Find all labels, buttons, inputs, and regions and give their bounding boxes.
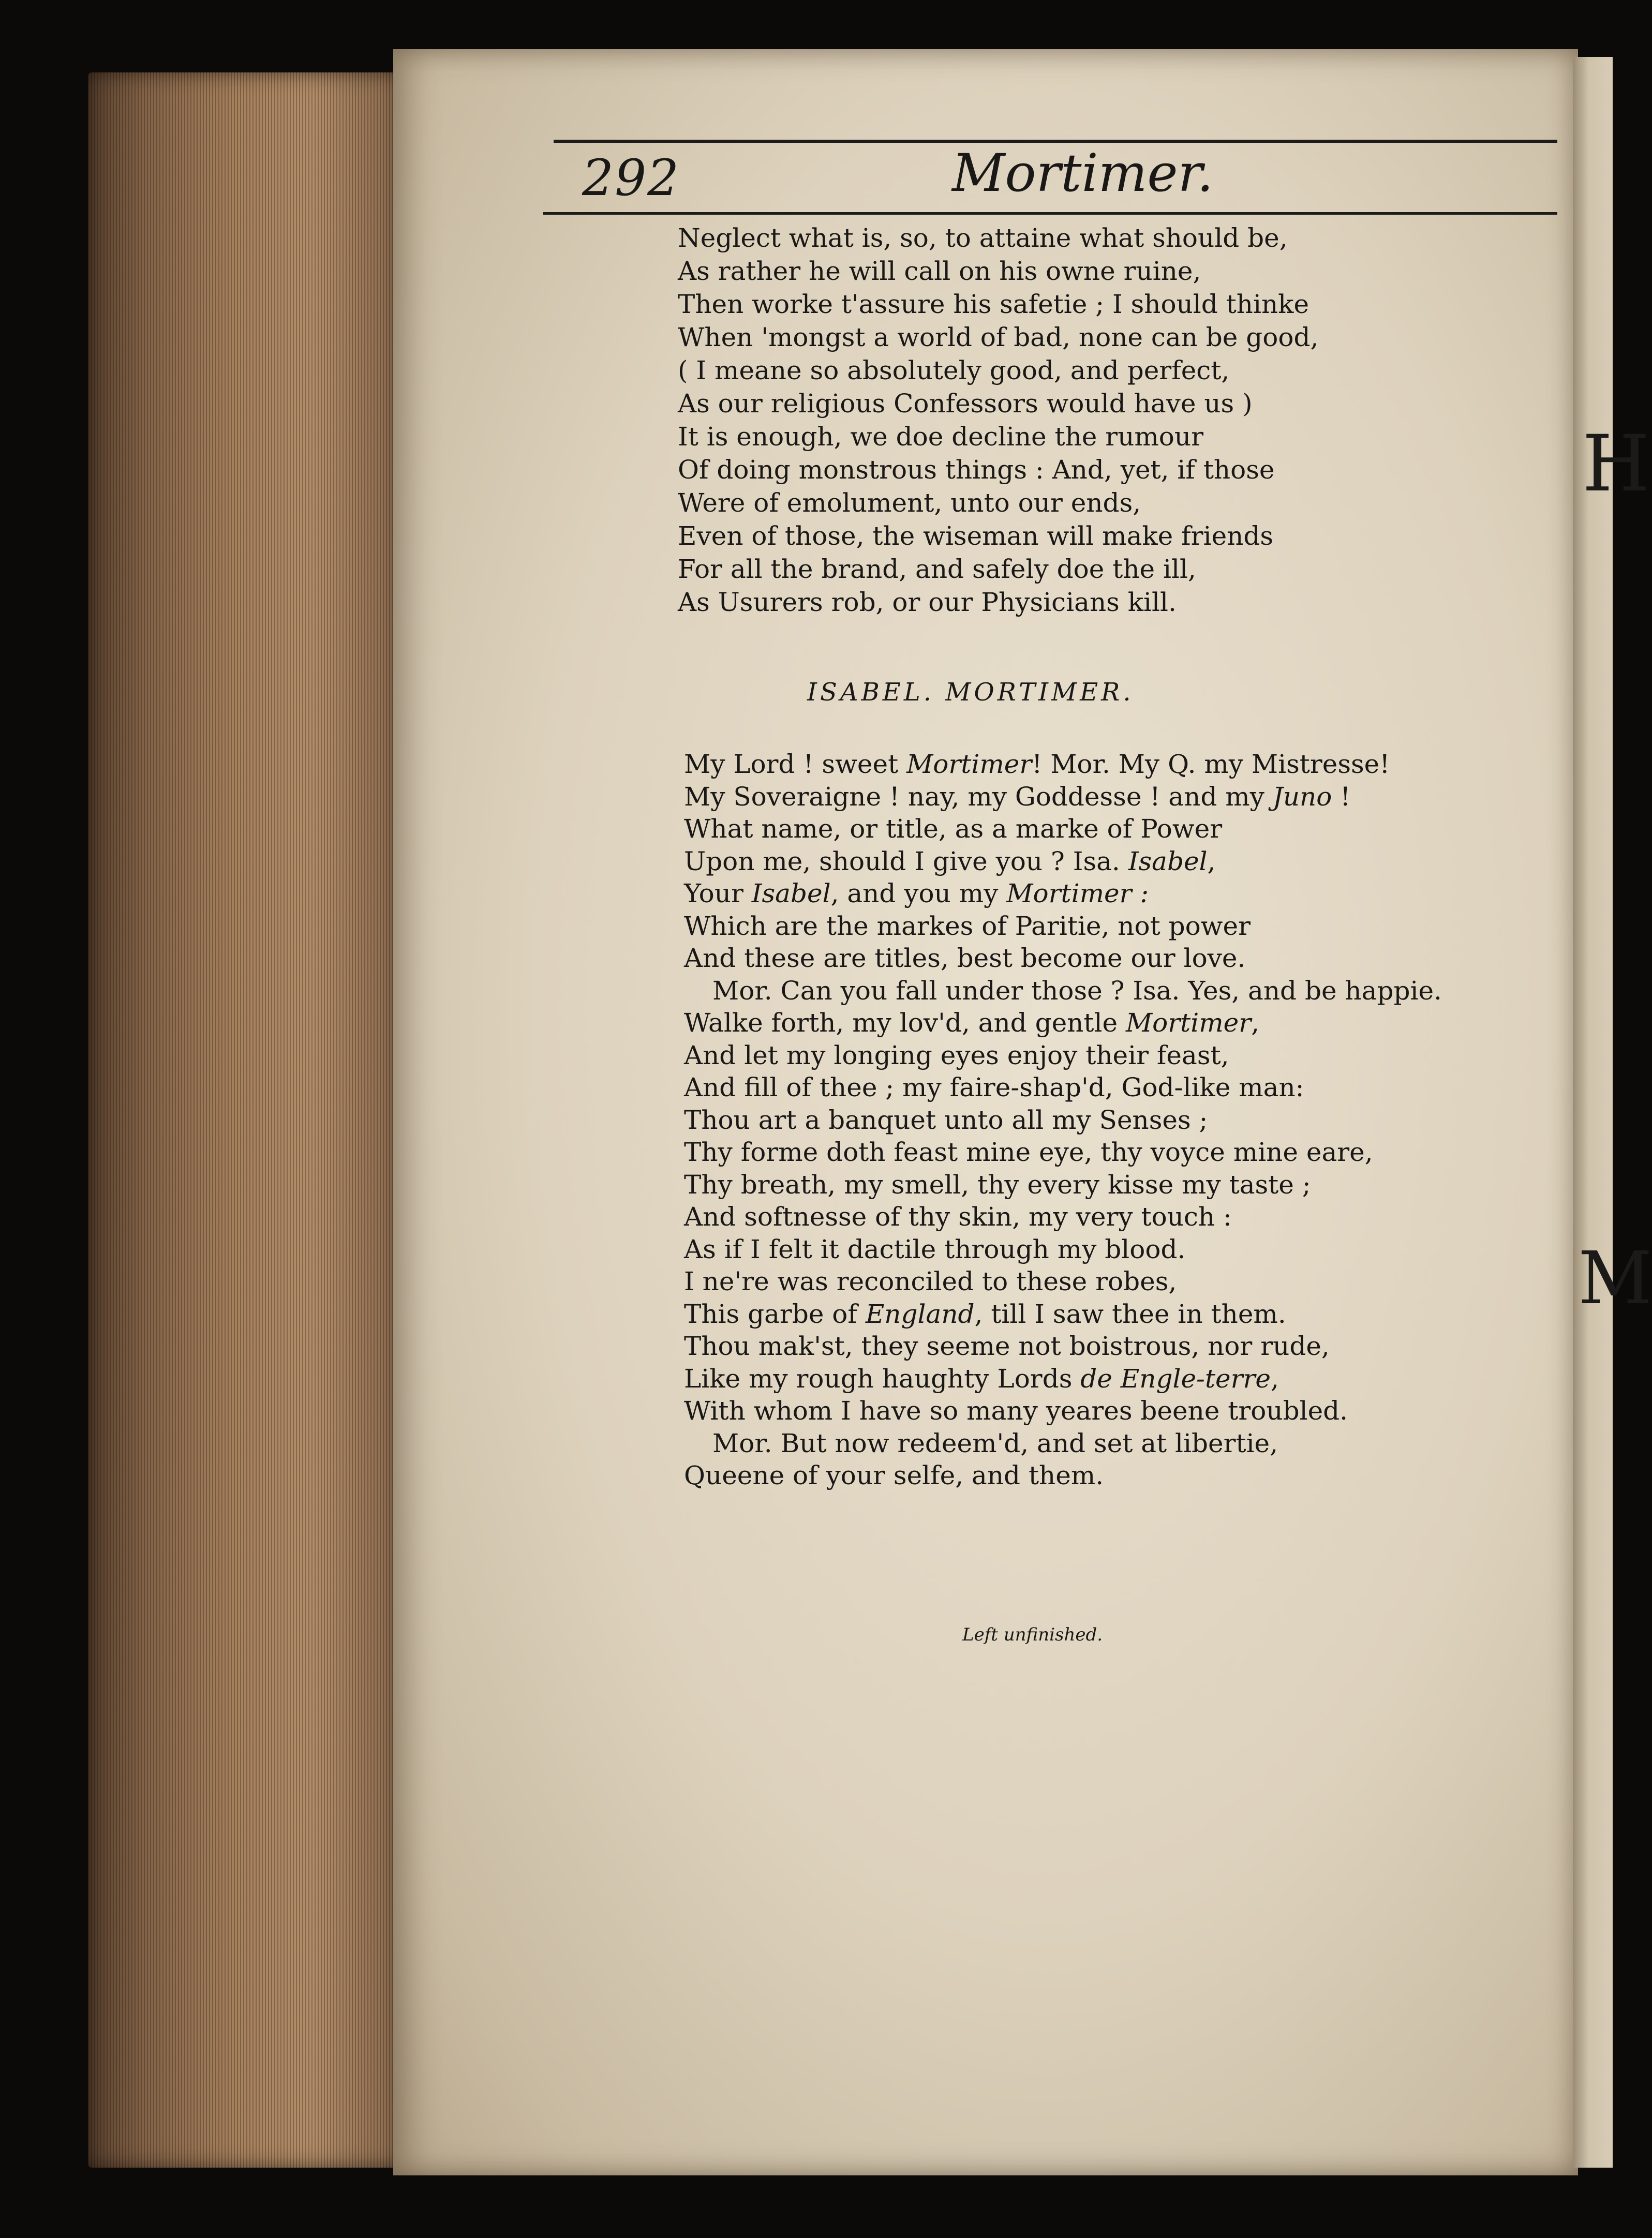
line-text: Like my rough haughty Lords: [684, 1363, 1081, 1394]
line-text: Thou art a banquet unto all my Senses ;: [684, 1105, 1208, 1135]
verse-line: As our religious Confessors would have us ): [678, 389, 1253, 419]
line-text: Thy forme doth feast mine eye, thy voyce mine eare,: [684, 1137, 1373, 1167]
place-name: de Engle-terre: [1080, 1363, 1271, 1394]
line-text: And these are titles, best become our love.: [684, 943, 1246, 973]
dialogue-line: [684, 781, 1574, 813]
verse-line: ( I meane so absolutely good, and perfect,: [678, 355, 1230, 385]
dialogue-line: [684, 1265, 1574, 1298]
line-text: Which are the markes of Paritie, not power: [684, 911, 1251, 941]
line-text: , and you my: [830, 878, 1007, 908]
facing-page-glyph: M: [1578, 1236, 1652, 1321]
character-name: Mortimer :: [1006, 878, 1149, 908]
dialogue-line: [684, 910, 1574, 943]
line-text: This garbe of: [684, 1299, 866, 1329]
verse-line: Were of emolument, unto our ends,: [678, 488, 1141, 518]
dialogue-line: [684, 813, 1574, 845]
verse-line: When 'mongst a world of bad, none can be good,: [678, 322, 1319, 352]
dialogue-line: [684, 1330, 1574, 1363]
dialogue-passage: [684, 748, 1574, 1492]
dialogue-line: [684, 877, 1574, 910]
dialogue-line: [684, 1363, 1574, 1395]
line-text: !: [1332, 781, 1351, 812]
dialogue-line: [684, 1039, 1574, 1072]
dialogue-line: [684, 1169, 1574, 1201]
verse-line: Of doing monstrous things : And, yet, if those: [678, 455, 1275, 485]
line-text: And fill of thee ; my faire-shap'd, God-like man:: [684, 1072, 1304, 1102]
dialogue-line: [684, 1298, 1574, 1331]
line-text: Upon me, should I give you ? Isa.: [684, 846, 1128, 876]
line-text: As if I felt it dactile through my blood.: [684, 1234, 1186, 1264]
book-fore-edge: [88, 72, 409, 2168]
line-text: Thou mak'st, they seeme not boistrous, nor rude,: [684, 1331, 1330, 1361]
dialogue-line: [684, 1007, 1574, 1039]
line-text: ,: [1251, 1008, 1260, 1038]
line-text: ,: [1271, 1363, 1279, 1394]
line-text: Queene of your selfe, and them.: [684, 1460, 1104, 1490]
facing-page-edge: [1573, 57, 1652, 2168]
dialogue-line: [684, 1136, 1574, 1169]
line-text: ! Mor. My Q. my Mistresse!: [1032, 749, 1390, 779]
verse-line: Even of those, the wiseman will make friends: [678, 521, 1274, 551]
line-text: ,: [1207, 846, 1216, 876]
place-name: England: [865, 1299, 975, 1329]
line-text: And softnesse of thy skin, my very touch :: [684, 1202, 1232, 1232]
line-text: I ne're was reconciled to these robes,: [684, 1266, 1177, 1296]
verse-line: For all the brand, and safely doe the ill,: [678, 554, 1196, 584]
dialogue-line: [684, 942, 1574, 975]
verse-line: Then worke t'assure his safetie ; I should thinke: [678, 289, 1309, 319]
line-text: Mor. But now redeem'd, and set at libertie,: [712, 1428, 1278, 1458]
dialogue-line: [684, 1427, 1574, 1460]
line-text: What name, or title, as a marke of Power: [684, 814, 1223, 844]
verse-line: As rather he will call on his owne ruine,: [678, 256, 1201, 286]
line-text: My Lord ! sweet: [684, 749, 907, 779]
scene-heading: ISABEL. MORTIMER.: [807, 678, 1134, 707]
header-rule: [543, 212, 1557, 215]
character-name: Mortimer: [1125, 1008, 1252, 1038]
character-name: Isabel: [751, 878, 831, 908]
line-text: And let my longing eyes enjoy their feast,: [684, 1040, 1229, 1070]
verse-passage: [678, 221, 1557, 619]
line-text: , till I saw thee in them.: [974, 1299, 1286, 1329]
dialogue-line: [684, 975, 1574, 1007]
character-name: Mortimer: [906, 749, 1032, 779]
running-head: Mortimer.: [952, 143, 1214, 203]
dialogue-line: [684, 1071, 1574, 1104]
line-text: Mor. Can you fall under those ? Isa. Yes, and be happie.: [712, 975, 1442, 1006]
page-number: 292: [582, 149, 680, 207]
verse-line: Neglect what is, so, to attaine what should be,: [678, 223, 1288, 253]
closing-note: Left unfinished.: [962, 1624, 1103, 1645]
verse-line: As Usurers rob, or our Physicians kill.: [678, 587, 1177, 617]
line-text: Walke forth, my lov'd, and gentle: [684, 1008, 1126, 1038]
facing-page-glyph: H: [1582, 419, 1650, 509]
dialogue-line: [684, 1104, 1574, 1137]
dialogue-line: [684, 1395, 1574, 1427]
character-name: Juno: [1272, 781, 1332, 812]
dialogue-line: [684, 845, 1574, 878]
verse-line: It is enough, we doe decline the rumour: [678, 422, 1204, 452]
dialogue-line: [684, 748, 1574, 781]
line-text: Thy breath, my smell, thy every kisse my taste ;: [684, 1169, 1311, 1200]
line-text: Your: [684, 878, 752, 908]
dialogue-line: [684, 1459, 1574, 1492]
line-text: My Soveraigne ! nay, my Goddesse ! and my: [684, 781, 1273, 812]
dialogue-line: [684, 1233, 1574, 1266]
line-text: With whom I have so many yeares beene troubled.: [684, 1396, 1348, 1426]
dialogue-line: [684, 1201, 1574, 1233]
character-name: Isabel: [1128, 846, 1208, 876]
